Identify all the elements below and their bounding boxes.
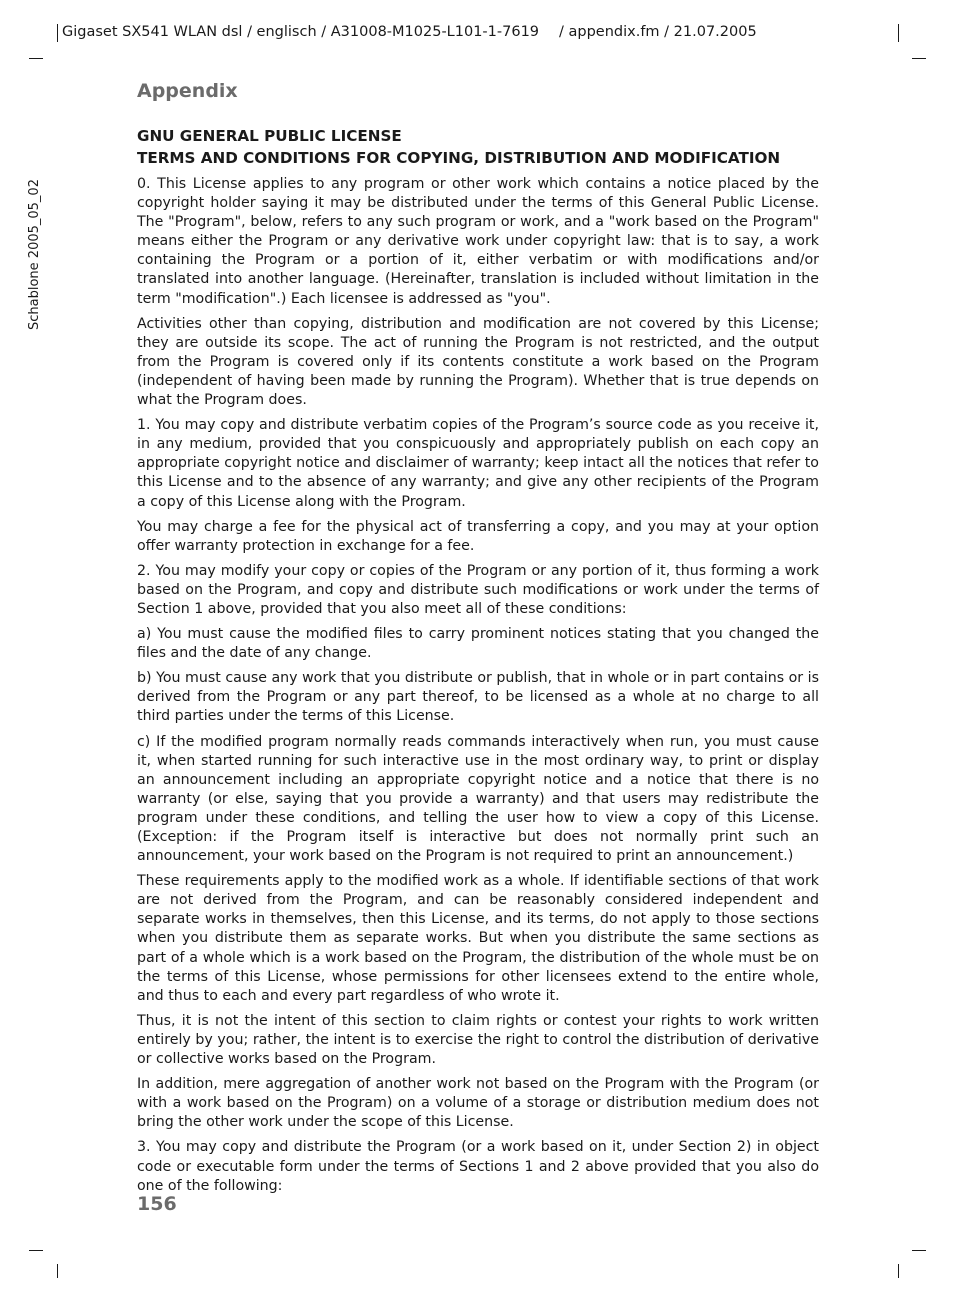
paragraph: In addition, mere aggregation of another work not based on the Program with the Program (or with a work based on the Program) on a volume of a storage or distribution medium does not bring the other work under the scope of this License. — [137, 1076, 819, 1131]
crop-mark-bottom-left-h — [29, 1250, 43, 1251]
paragraph: 0. This License applies to any program or other work which contains a notice placed by the copyright holder saying it may be distributed under the terms of this General Public License. The "Program", below, refers to any such program or work, and a "work based on the Program" means either the Program or any derivative work under copyright law: that is to say, a work containing the Program or a portion of it, either verbatim or with modifications and/or translated into another language. (Hereinafter, translation is included without limitation in the term "modification".) Each licensee is addressed as "you". — [137, 176, 819, 307]
paragraph: 3. You may copy and distribute the Program (or a work based on it, under Section 2) in object code or executable form under the terms of Sections 1 and 2 above provided that you also do one of the following: — [137, 1139, 819, 1194]
header-right-bar — [898, 24, 899, 42]
header-left-bar — [57, 24, 58, 42]
crop-mark-bottom-left-v — [57, 1264, 58, 1278]
crop-mark-top-right — [912, 58, 926, 59]
template-side-label: Schablone 2005_05_02 — [27, 179, 42, 330]
crop-mark-bottom-right-v — [898, 1264, 899, 1278]
paragraph: Activities other than copying, distribution and modification are not covered by this License; they are outside its scope. The act of running the Program is not restricted, and the output from the Program is covered only if its contents constitute a work based on the Program (independent of having been made by running the Program). Whether that is true depends on what the Program does. — [137, 315, 819, 409]
license-text — [137, 126, 819, 1202]
crop-mark-bottom-right-h — [912, 1250, 926, 1251]
header-left-text: Gigaset SX541 WLAN dsl / englisch / A31008-M1025-L101-1-7619 — [62, 24, 540, 40]
paragraph: You may charge a fee for the physical act of transferring a copy, and you may at your option offer warranty protection in exchange for a fee. — [137, 518, 819, 554]
page-number: 156 — [137, 1193, 177, 1215]
crop-mark-top-left — [29, 58, 43, 59]
paragraph: 1. You may copy and distribute verbatim copies of the Program’s source code as you receive it, in any medium, provided that you conspicuously and appropriately publish on each copy an appropriate copyright notice and disclaimer of warranty; keep intact all the notices that refer to this License and to the absence of any warranty; and give any other recipients of the Program a copy of this License along with the Program. — [137, 417, 819, 510]
running-header — [62, 24, 762, 40]
license-subtitle: TERMS AND CONDITIONS FOR COPYING, DISTRIBUTION AND MODIFICATION — [137, 148, 781, 167]
paragraph: These requirements apply to the modified work as a whole. If identifiable sections of that work are not derived from the Program, and can be reasonably considered independent and separate works in themselves, then this License, and its terms, do not apply to those sections when you distribute them as separate works. But when you distribute the same sections as part of a whole which is a work based on the Program, the distribution of the whole must be on the terms of this License, whose permissions for other licensees extend to the entire whole, and thus to each and every part regardless of who wrote it. — [137, 873, 819, 1004]
header-right-text: / appendix.fm / 21.07.2005 — [559, 24, 757, 40]
paragraph: 2. You may modify your copy or copies of the Program or any portion of it, thus forming a work based on the Program, and copy and distribute such modifications or work under the terms of Section 1 above, provided that you also meet all of these conditions: — [137, 562, 819, 617]
license-heading — [137, 126, 819, 169]
license-title: GNU GENERAL PUBLIC LICENSE — [137, 127, 402, 145]
section-title: Appendix — [137, 80, 238, 102]
paragraph: a) You must cause the modified files to carry prominent notices stating that you changed the files and the date of any change. — [137, 626, 819, 662]
paragraph: b) You must cause any work that you distribute or publish, that in whole or in part contains or is derived from the Program or any part thereof, to be licensed as a whole at no charge to all third parties under the terms of this License. — [137, 670, 819, 725]
paragraph: c) If the modified program normally reads commands interactively when run, you must cause it, when started running for such interactive use in the most ordinary way, to print or display an announcement including an appropriate copyright notice and a notice that there is no warranty (or else, saying that you provide a warranty) and that users may redistribute the program under these conditions, and telling the user how to view a copy of this License. (Exception: if the Program itself is interactive but does not normally print such an announcement, your work based on the Program is not required to print an announcement.) — [137, 733, 819, 865]
paragraph: Thus, it is not the intent of this section to claim rights or contest your rights to work written entirely by you; rather, the intent is to exercise the right to control the distribution of derivative or collective works based on the Program. — [137, 1012, 819, 1068]
